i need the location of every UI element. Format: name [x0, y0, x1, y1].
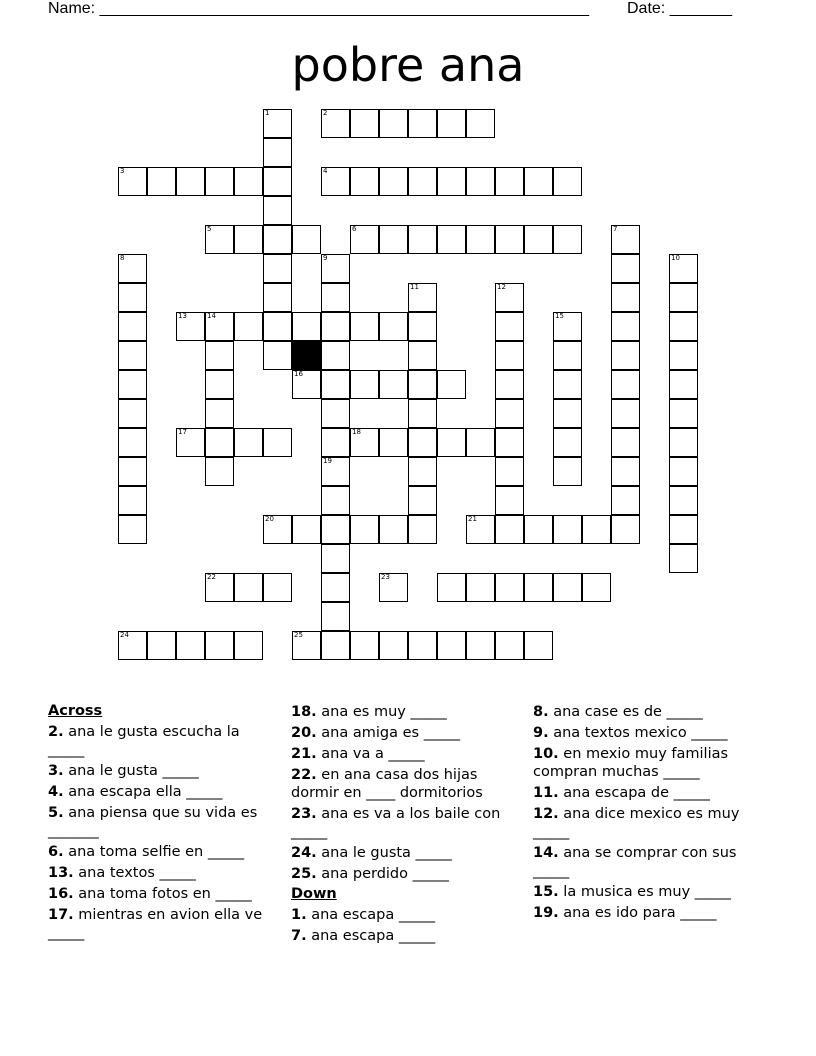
clue-number: 12.	[533, 806, 559, 822]
clues-column-2	[291, 700, 521, 945]
grid-cell[interactable]	[263, 196, 292, 225]
clue-number: 23.	[291, 806, 317, 822]
clue-item	[533, 904, 758, 922]
grid-cell[interactable]	[669, 486, 698, 515]
grid-cell[interactable]	[437, 167, 466, 196]
cell-number: 14	[207, 312, 216, 320]
grid-cell[interactable]	[495, 399, 524, 428]
grid-cell[interactable]	[495, 486, 524, 515]
cell-number: 18	[352, 428, 361, 436]
grid-cell[interactable]	[205, 341, 234, 370]
cell-number: 16	[294, 370, 303, 378]
clue-number: 22.	[291, 767, 317, 783]
clue-number: 24.	[291, 845, 317, 861]
grid-cell[interactable]	[321, 631, 350, 660]
grid-cell[interactable]	[466, 631, 495, 660]
cell-number: 2	[323, 109, 328, 117]
clue-number: 25.	[291, 866, 317, 882]
grid-cell[interactable]	[408, 399, 437, 428]
clue-number: 3.	[48, 763, 64, 779]
clue-item	[533, 745, 758, 781]
grid-cell[interactable]	[437, 573, 466, 602]
grid-cell[interactable]	[321, 312, 350, 341]
clue-text: ana case es de _____	[548, 704, 703, 720]
clue-item	[533, 805, 758, 841]
clue-item	[291, 745, 521, 763]
grid-cell[interactable]	[408, 312, 437, 341]
cell-number: 17	[178, 428, 187, 436]
grid-cell[interactable]	[379, 312, 408, 341]
clue-number: 7.	[291, 928, 307, 944]
down-clue-list	[291, 906, 521, 945]
grid-cell[interactable]	[321, 428, 350, 457]
clue-number: 21.	[291, 746, 317, 762]
grid-cell[interactable]	[234, 312, 263, 341]
grid-cell[interactable]	[611, 457, 640, 486]
grid-cell[interactable]	[466, 573, 495, 602]
grid-cell[interactable]	[350, 312, 379, 341]
grid-cell[interactable]	[118, 515, 147, 544]
grid-cell[interactable]	[350, 370, 379, 399]
grid-cell[interactable]	[321, 370, 350, 399]
grid-cell[interactable]	[524, 631, 553, 660]
grid-cell[interactable]	[669, 341, 698, 370]
name-field-label: Name: _______________________________________________________	[48, 0, 589, 17]
grid-cell[interactable]	[118, 283, 147, 312]
clue-item	[533, 703, 758, 721]
grid-cell[interactable]	[495, 428, 524, 457]
grid-cell[interactable]	[379, 631, 408, 660]
grid-cell[interactable]	[118, 370, 147, 399]
clue-number: 10.	[533, 746, 559, 762]
grid-cell[interactable]	[611, 486, 640, 515]
clue-text: ana se comprar con sus _____	[533, 845, 737, 879]
grid-cell[interactable]	[466, 167, 495, 196]
cell-number: 25	[294, 631, 303, 639]
cell-number: 22	[207, 573, 216, 581]
grid-cell[interactable]	[495, 167, 524, 196]
clue-text: ana textos _____	[73, 865, 196, 881]
grid-cell[interactable]	[118, 399, 147, 428]
grid-cell[interactable]	[669, 283, 698, 312]
grid-cell[interactable]	[205, 457, 234, 486]
grid-cell[interactable]	[611, 225, 640, 254]
grid-cell[interactable]	[321, 399, 350, 428]
grid-cell[interactable]	[205, 428, 234, 457]
grid-cell[interactable]	[466, 109, 495, 138]
grid-cell[interactable]	[234, 167, 263, 196]
grid-cell[interactable]	[437, 370, 466, 399]
cell-number: 20	[265, 515, 274, 523]
grid-cell[interactable]	[437, 631, 466, 660]
grid-cell[interactable]	[553, 167, 582, 196]
grid-cell[interactable]	[292, 312, 321, 341]
grid-cell[interactable]	[669, 515, 698, 544]
grid-cell[interactable]	[263, 109, 292, 138]
grid-cell[interactable]	[263, 573, 292, 602]
clue-number: 9.	[533, 725, 549, 741]
clues-column-1	[48, 700, 278, 942]
grid-cell[interactable]	[263, 515, 292, 544]
across-clue-list	[48, 723, 278, 942]
grid-cell[interactable]	[611, 312, 640, 341]
grid-cell[interactable]	[350, 428, 379, 457]
grid-cell[interactable]	[118, 312, 147, 341]
grid-cell[interactable]	[321, 602, 350, 631]
grid-cell[interactable]	[292, 370, 321, 399]
clue-text: ana escapa ella _____	[63, 784, 223, 800]
grid-cell[interactable]	[524, 515, 553, 544]
grid-cell[interactable]	[553, 457, 582, 486]
grid-cell[interactable]	[292, 225, 321, 254]
clue-number: 1.	[291, 907, 307, 923]
grid-cell[interactable]	[553, 370, 582, 399]
clue-item	[291, 703, 521, 721]
clue-number: 5.	[48, 805, 64, 821]
grid-cell[interactable]	[495, 457, 524, 486]
clue-item	[48, 906, 278, 942]
clue-item	[291, 927, 521, 945]
clue-item	[48, 843, 278, 861]
grid-cell[interactable]	[176, 167, 205, 196]
grid-cell[interactable]	[669, 428, 698, 457]
grid-cell[interactable]	[669, 254, 698, 283]
grid-cell[interactable]	[234, 428, 263, 457]
clue-text: ana amiga es _____	[316, 725, 460, 741]
grid-cell[interactable]	[205, 399, 234, 428]
clue-number: 8.	[533, 704, 549, 720]
clue-text: ana dice mexico es muy _____	[533, 806, 740, 840]
grid-cell[interactable]	[437, 428, 466, 457]
down-heading: Down	[291, 886, 337, 902]
clue-text: ana escapa _____	[306, 907, 436, 923]
clue-number: 11.	[533, 785, 559, 801]
clue-item	[48, 783, 278, 801]
grid-cell[interactable]	[379, 370, 408, 399]
grid-cell[interactable]	[408, 457, 437, 486]
grid-cell[interactable]	[118, 167, 147, 196]
black-cell	[292, 341, 321, 370]
grid-cell[interactable]	[408, 109, 437, 138]
grid-cell[interactable]	[263, 341, 292, 370]
clue-item	[48, 864, 278, 882]
grid-cell[interactable]	[321, 341, 350, 370]
grid-cell[interactable]	[350, 167, 379, 196]
grid-cell[interactable]	[263, 312, 292, 341]
grid-cell[interactable]	[205, 312, 234, 341]
clue-number: 19.	[533, 905, 559, 921]
grid-cell[interactable]	[321, 573, 350, 602]
across-clue-list-continued	[291, 703, 521, 883]
grid-cell[interactable]	[669, 544, 698, 573]
cell-number: 13	[178, 312, 187, 320]
grid-cell[interactable]	[553, 428, 582, 457]
cell-number: 23	[381, 573, 390, 581]
grid-cell[interactable]	[408, 631, 437, 660]
grid-cell[interactable]	[553, 573, 582, 602]
clue-item	[533, 784, 758, 802]
grid-cell[interactable]	[466, 428, 495, 457]
grid-cell[interactable]	[234, 631, 263, 660]
grid-cell[interactable]	[234, 225, 263, 254]
clue-number: 20.	[291, 725, 317, 741]
grid-cell[interactable]	[118, 341, 147, 370]
clue-number: 6.	[48, 844, 64, 860]
grid-cell[interactable]	[321, 109, 350, 138]
clue-item	[291, 906, 521, 924]
grid-cell[interactable]	[350, 109, 379, 138]
grid-cell[interactable]	[553, 515, 582, 544]
grid-cell[interactable]	[582, 573, 611, 602]
clue-text: ana va a _____	[316, 746, 425, 762]
grid-cell[interactable]	[350, 515, 379, 544]
grid-cell[interactable]	[466, 515, 495, 544]
grid-cell[interactable]	[292, 631, 321, 660]
grid-cell[interactable]	[611, 370, 640, 399]
clue-text: ana le gusta _____	[63, 763, 199, 779]
clue-number: 2.	[48, 724, 64, 740]
cell-number: 4	[323, 167, 328, 175]
grid-cell[interactable]	[205, 167, 234, 196]
grid-cell[interactable]	[524, 225, 553, 254]
clue-item	[48, 762, 278, 780]
grid-cell[interactable]	[582, 515, 611, 544]
grid-cell[interactable]	[350, 631, 379, 660]
cell-number: 24	[120, 631, 129, 639]
grid-cell[interactable]	[321, 167, 350, 196]
grid-cell[interactable]	[321, 515, 350, 544]
grid-cell[interactable]	[118, 428, 147, 457]
grid-cell[interactable]	[263, 138, 292, 167]
clue-item	[48, 885, 278, 903]
grid-cell[interactable]	[321, 283, 350, 312]
grid-cell[interactable]	[350, 225, 379, 254]
grid-cell[interactable]	[408, 486, 437, 515]
grid-cell[interactable]	[321, 486, 350, 515]
clue-text: ana textos mexico _____	[548, 725, 728, 741]
grid-cell[interactable]	[669, 457, 698, 486]
clue-text: ana toma fotos en _____	[73, 886, 252, 902]
clue-text: en mexio muy familias compran muchas _____	[533, 746, 729, 780]
grid-cell[interactable]	[292, 515, 321, 544]
clue-item	[533, 883, 758, 901]
grid-cell[interactable]	[408, 341, 437, 370]
grid-cell[interactable]	[408, 370, 437, 399]
clue-text: ana escapa de _____	[558, 785, 710, 801]
cell-number: 11	[410, 283, 419, 291]
grid-cell[interactable]	[553, 225, 582, 254]
grid-cell[interactable]	[234, 573, 263, 602]
grid-cell[interactable]	[176, 312, 205, 341]
clue-number: 15.	[533, 884, 559, 900]
cell-number: 6	[352, 225, 357, 233]
down-clue-list-continued	[533, 703, 758, 922]
grid-cell[interactable]	[495, 312, 524, 341]
cell-number: 9	[323, 254, 328, 262]
grid-cell[interactable]	[263, 283, 292, 312]
clue-item	[291, 844, 521, 862]
grid-cell[interactable]	[553, 312, 582, 341]
grid-cell[interactable]	[408, 167, 437, 196]
grid-cell[interactable]	[263, 254, 292, 283]
grid-cell[interactable]	[379, 515, 408, 544]
grid-cell[interactable]	[495, 341, 524, 370]
cell-number: 3	[120, 167, 125, 175]
grid-cell[interactable]	[611, 254, 640, 283]
grid-cell[interactable]	[321, 544, 350, 573]
clue-text: ana le gusta _____	[316, 845, 452, 861]
grid-cell[interactable]	[205, 370, 234, 399]
clue-item	[291, 865, 521, 883]
clue-text: ana piensa que su vida es _______	[48, 805, 258, 839]
grid-cell[interactable]	[495, 515, 524, 544]
clue-item	[533, 724, 758, 742]
grid-cell[interactable]	[263, 167, 292, 196]
grid-cell[interactable]	[611, 428, 640, 457]
clue-text: ana es va a los baile con _____	[291, 806, 501, 840]
clue-text: ana es ido para _____	[558, 905, 717, 921]
grid-cell[interactable]	[379, 225, 408, 254]
date-field-label: Date: _______	[627, 0, 732, 17]
grid-cell[interactable]	[611, 283, 640, 312]
cell-number: 15	[555, 312, 564, 320]
grid-cell[interactable]	[611, 341, 640, 370]
clue-number: 13.	[48, 865, 74, 881]
clue-text: ana escapa _____	[306, 928, 436, 944]
grid-cell[interactable]	[118, 631, 147, 660]
grid-cell[interactable]	[379, 428, 408, 457]
cell-number: 1	[265, 109, 270, 117]
grid-cell[interactable]	[408, 283, 437, 312]
grid-cell[interactable]	[176, 631, 205, 660]
grid-cell[interactable]	[408, 225, 437, 254]
grid-cell[interactable]	[669, 370, 698, 399]
clue-item	[291, 766, 521, 802]
clue-number: 18.	[291, 704, 317, 720]
clue-text: en ana casa dos hijas dormir en ____ dormitorios	[291, 767, 483, 801]
grid-cell[interactable]	[669, 312, 698, 341]
clue-item	[48, 723, 278, 759]
grid-cell[interactable]	[379, 573, 408, 602]
grid-cell[interactable]	[553, 341, 582, 370]
clue-text: mientras en avion ella ve _____	[48, 907, 263, 941]
grid-cell[interactable]	[495, 370, 524, 399]
grid-cell[interactable]	[495, 631, 524, 660]
clue-item	[291, 805, 521, 841]
grid-cell[interactable]	[176, 428, 205, 457]
clue-text: ana perdido _____	[316, 866, 449, 882]
cell-number: 5	[207, 225, 212, 233]
grid-cell[interactable]	[205, 631, 234, 660]
clues-column-3	[533, 700, 758, 922]
clue-number: 14.	[533, 845, 559, 861]
grid-cell[interactable]	[118, 457, 147, 486]
grid-cell[interactable]	[147, 631, 176, 660]
grid-cell[interactable]	[263, 225, 292, 254]
grid-cell[interactable]	[118, 254, 147, 283]
grid-cell[interactable]	[321, 254, 350, 283]
cell-number: 7	[613, 225, 618, 233]
grid-cell[interactable]	[495, 283, 524, 312]
grid-cell[interactable]	[408, 515, 437, 544]
clue-text: la musica es muy _____	[558, 884, 732, 900]
cell-number: 10	[671, 254, 680, 262]
clue-number: 4.	[48, 784, 64, 800]
grid-cell[interactable]	[611, 399, 640, 428]
clue-text: ana le gusta escucha la _____	[48, 724, 240, 758]
clue-number: 16.	[48, 886, 74, 902]
grid-cell[interactable]	[118, 486, 147, 515]
grid-cell[interactable]	[495, 225, 524, 254]
grid-cell[interactable]	[408, 428, 437, 457]
grid-cell[interactable]	[263, 428, 292, 457]
grid-cell[interactable]	[379, 167, 408, 196]
grid-cell[interactable]	[205, 225, 234, 254]
grid-cell[interactable]	[466, 225, 495, 254]
clue-text: ana es muy _____	[316, 704, 447, 720]
grid-cell[interactable]	[205, 573, 234, 602]
clue-item	[533, 844, 758, 880]
clue-item	[48, 804, 278, 840]
clue-item	[291, 724, 521, 742]
grid-cell[interactable]	[321, 457, 350, 486]
grid-cell[interactable]	[379, 109, 408, 138]
grid-cell[interactable]	[611, 515, 640, 544]
grid-cell[interactable]	[553, 399, 582, 428]
page-title: pobre ana	[291, 38, 525, 92]
grid-cell[interactable]	[524, 167, 553, 196]
grid-cell[interactable]	[437, 225, 466, 254]
clue-number: 17.	[48, 907, 74, 923]
across-heading: Across	[48, 703, 103, 719]
clue-text: ana toma selfie en _____	[63, 844, 245, 860]
cell-number: 12	[497, 283, 506, 291]
cell-number: 21	[468, 515, 477, 523]
cell-number: 8	[120, 254, 125, 262]
grid-cell[interactable]	[147, 167, 176, 196]
grid-cell[interactable]	[437, 109, 466, 138]
grid-cell[interactable]	[495, 573, 524, 602]
grid-cell[interactable]	[524, 573, 553, 602]
grid-cell[interactable]	[669, 399, 698, 428]
cell-number: 19	[323, 457, 332, 465]
